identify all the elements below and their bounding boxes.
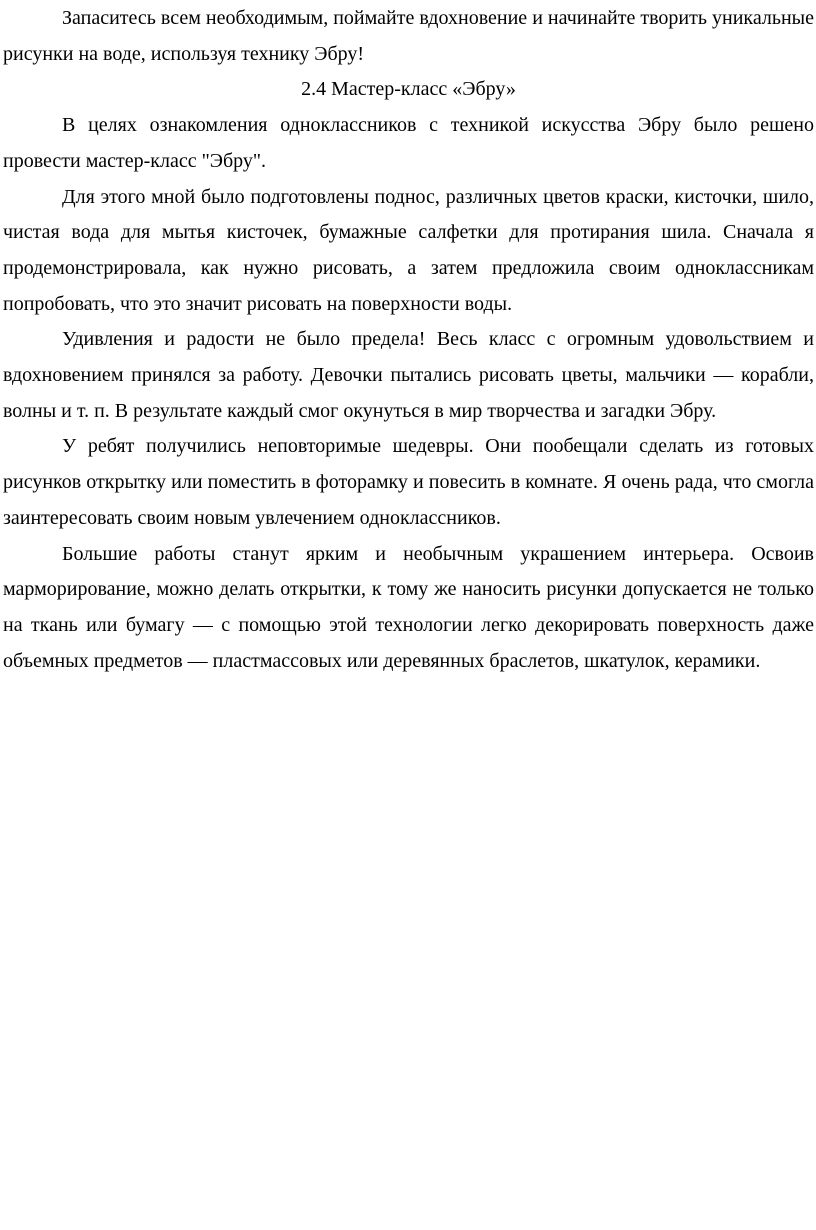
paragraph-preparation: Для этого мной было подготовлены поднос, различных цветов краски, кисточки, шило, чистая вода для мытья кисточек, бумажные салфетки для протирания шила. Сначала я продемонстрировала, как нужно рисовать, а затем предложила своим одноклассникам попробовать, что это значит рисовать на поверхности воды. [3, 185, 814, 315]
intro-paragraph: Запаситесь всем необходимым, поймайте вдохновение и начинайте творить уникальные рисунки на воде, используя технику Эбру! [3, 7, 814, 65]
paragraph-applications: Большие работы станут ярким и необычным украшением интерьера. Освоив марморирование, можно делать открытки, к тому же наносить рисунки допускается не только на ткань или бумагу — с помощью этой технологии легко декорировать поверхность даже объемных предметов — пластмассовых или деревянных браслетов, шкатулок, керамики. [3, 542, 814, 672]
paragraph-class-reaction: Удивления и радости не было предела! Весь класс с огромным удовольствием и вдохновением принялся за работу. Девочки пытались рисовать цветы, мальчики — корабли, волны и т. п. В результате каждый смог окунуться в мир творчества и загадки Эбру. [3, 328, 814, 422]
paragraph-purpose: В целях ознакомления одноклассников с техникой искусства Эбру было решено провести мастер-класс "Эбру". [3, 114, 814, 172]
document-body [3, 1, 814, 679]
paragraph-results: У ребят получились неповторимые шедевры. Они пообещали сделать из готовых рисунков открытку или поместить в фоторамку и повесить в комнате. Я очень рада, что смогла заинтересовать своим новым увлечением одноклассников. [3, 435, 814, 529]
section-heading: 2.4 Мастер-класс «Эбру» [301, 78, 516, 101]
